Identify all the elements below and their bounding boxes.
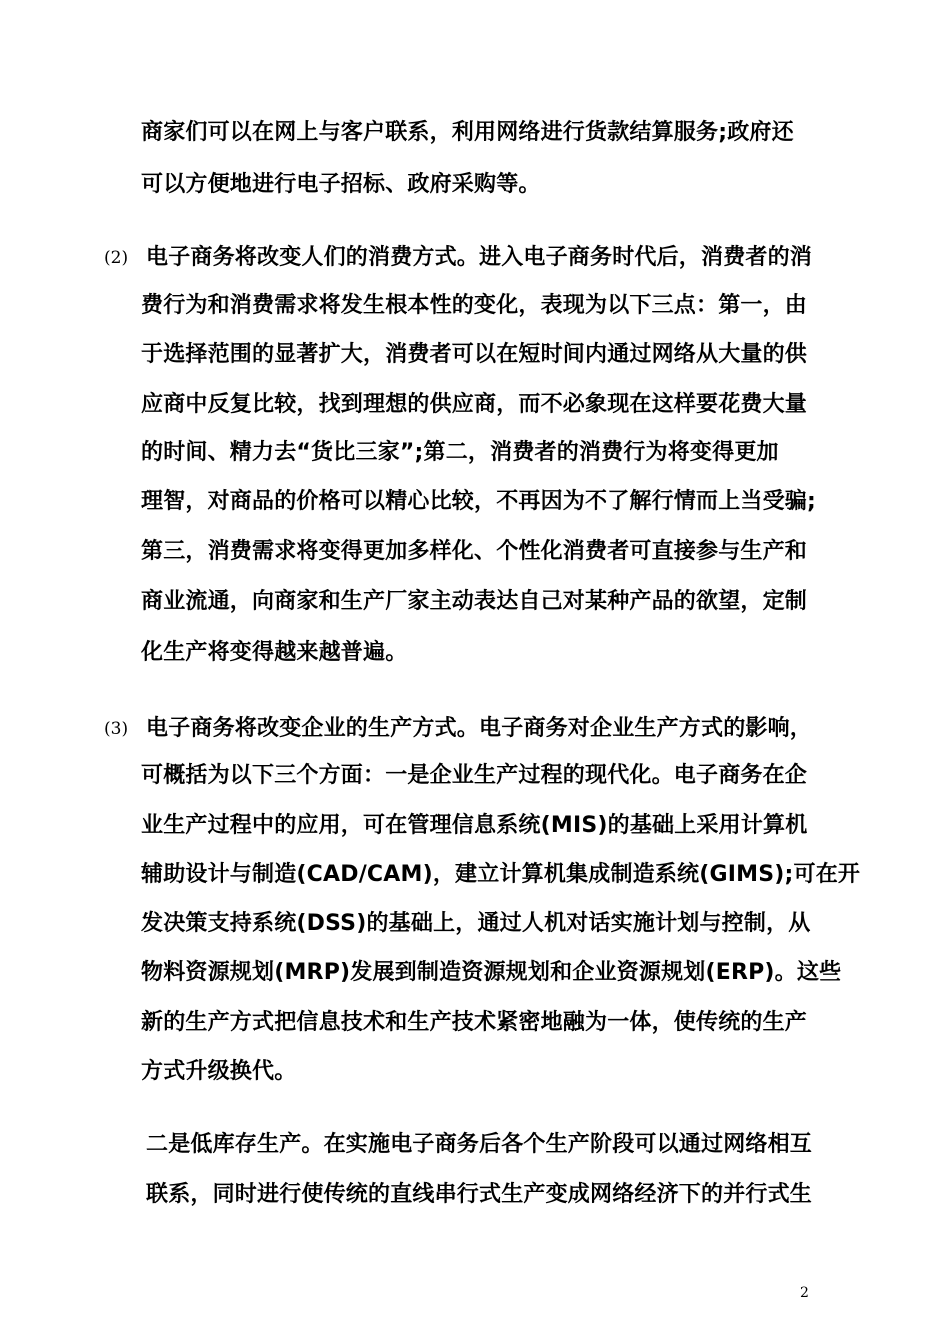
text-line: 辅助设计与制造(CAD/CAM)，建立计算机集成制造系统(GIMS);可在开: [141, 862, 861, 887]
text-line: 发决策支持系统(DSS)的基础上，通过人机对话实施计划与控制，从: [141, 911, 811, 936]
text-line: 新的生产方式把信息技术和生产技术紧密地融为一体，使传统的生产: [141, 1010, 808, 1035]
text-line: 联系，同时进行使传统的直线串行式生产变成网络经济下的并行式生: [146, 1182, 813, 1207]
text-line: 商业流通，向商家和生产厂家主动表达自己对某种产品的欲望，定制: [141, 589, 808, 614]
text-line: 应商中反复比较，找到理想的供应商，而不必象现在这样要花费大量: [141, 392, 808, 417]
text-line: 化生产将变得越来越普遍。: [141, 640, 408, 665]
text-line: 可概括为以下三个方面：一是企业生产过程的现代化。电子商务在企: [141, 763, 808, 788]
text-line: 费行为和消费需求将发生根本性的变化，表现为以下三点：第一，由: [141, 293, 808, 318]
text-line: 电子商务将改变企业的生产方式。电子商务对企业生产方式的影响，: [146, 716, 813, 741]
text-line: 业生产过程中的应用，可在管理信息系统(MIS)的基础上采用计算机: [141, 813, 808, 838]
text-line: 的时间、精力去“货比三家”;第二，消费者的消费行为将变得更加: [141, 440, 779, 465]
page-number: 2: [800, 1285, 809, 1301]
text-line: 理智，对商品的价格可以精心比较，不再因为不了解行情而上当受骗;: [141, 489, 817, 514]
text-line: 第三，消费需求将变得更加多样化、个性化消费者可直接参与生产和: [141, 539, 808, 564]
text-line: 于选择范围的显著扩大，消费者可以在短时间内通过网络从大量的供: [141, 342, 808, 367]
text-line: 电子商务将改变人们的消费方式。进入电子商务时代后，消费者的消: [146, 245, 813, 270]
text-line: 可以方便地进行电子招标、政府采购等。: [141, 172, 541, 197]
text-line: 方式升级换代。: [141, 1059, 297, 1084]
text-line: 二是低库存生产。在实施电子商务后各个生产阶段可以通过网络相互: [146, 1132, 813, 1157]
text-line: 物料资源规划(MRP)发展到制造资源规划和企业资源规划(ERP)。这些: [141, 960, 842, 985]
item-marker: (3): [104, 719, 129, 739]
item-marker: (2): [104, 248, 129, 268]
text-line: 商家们可以在网上与客户联系，利用网络进行货款结算服务;政府还: [141, 120, 794, 145]
